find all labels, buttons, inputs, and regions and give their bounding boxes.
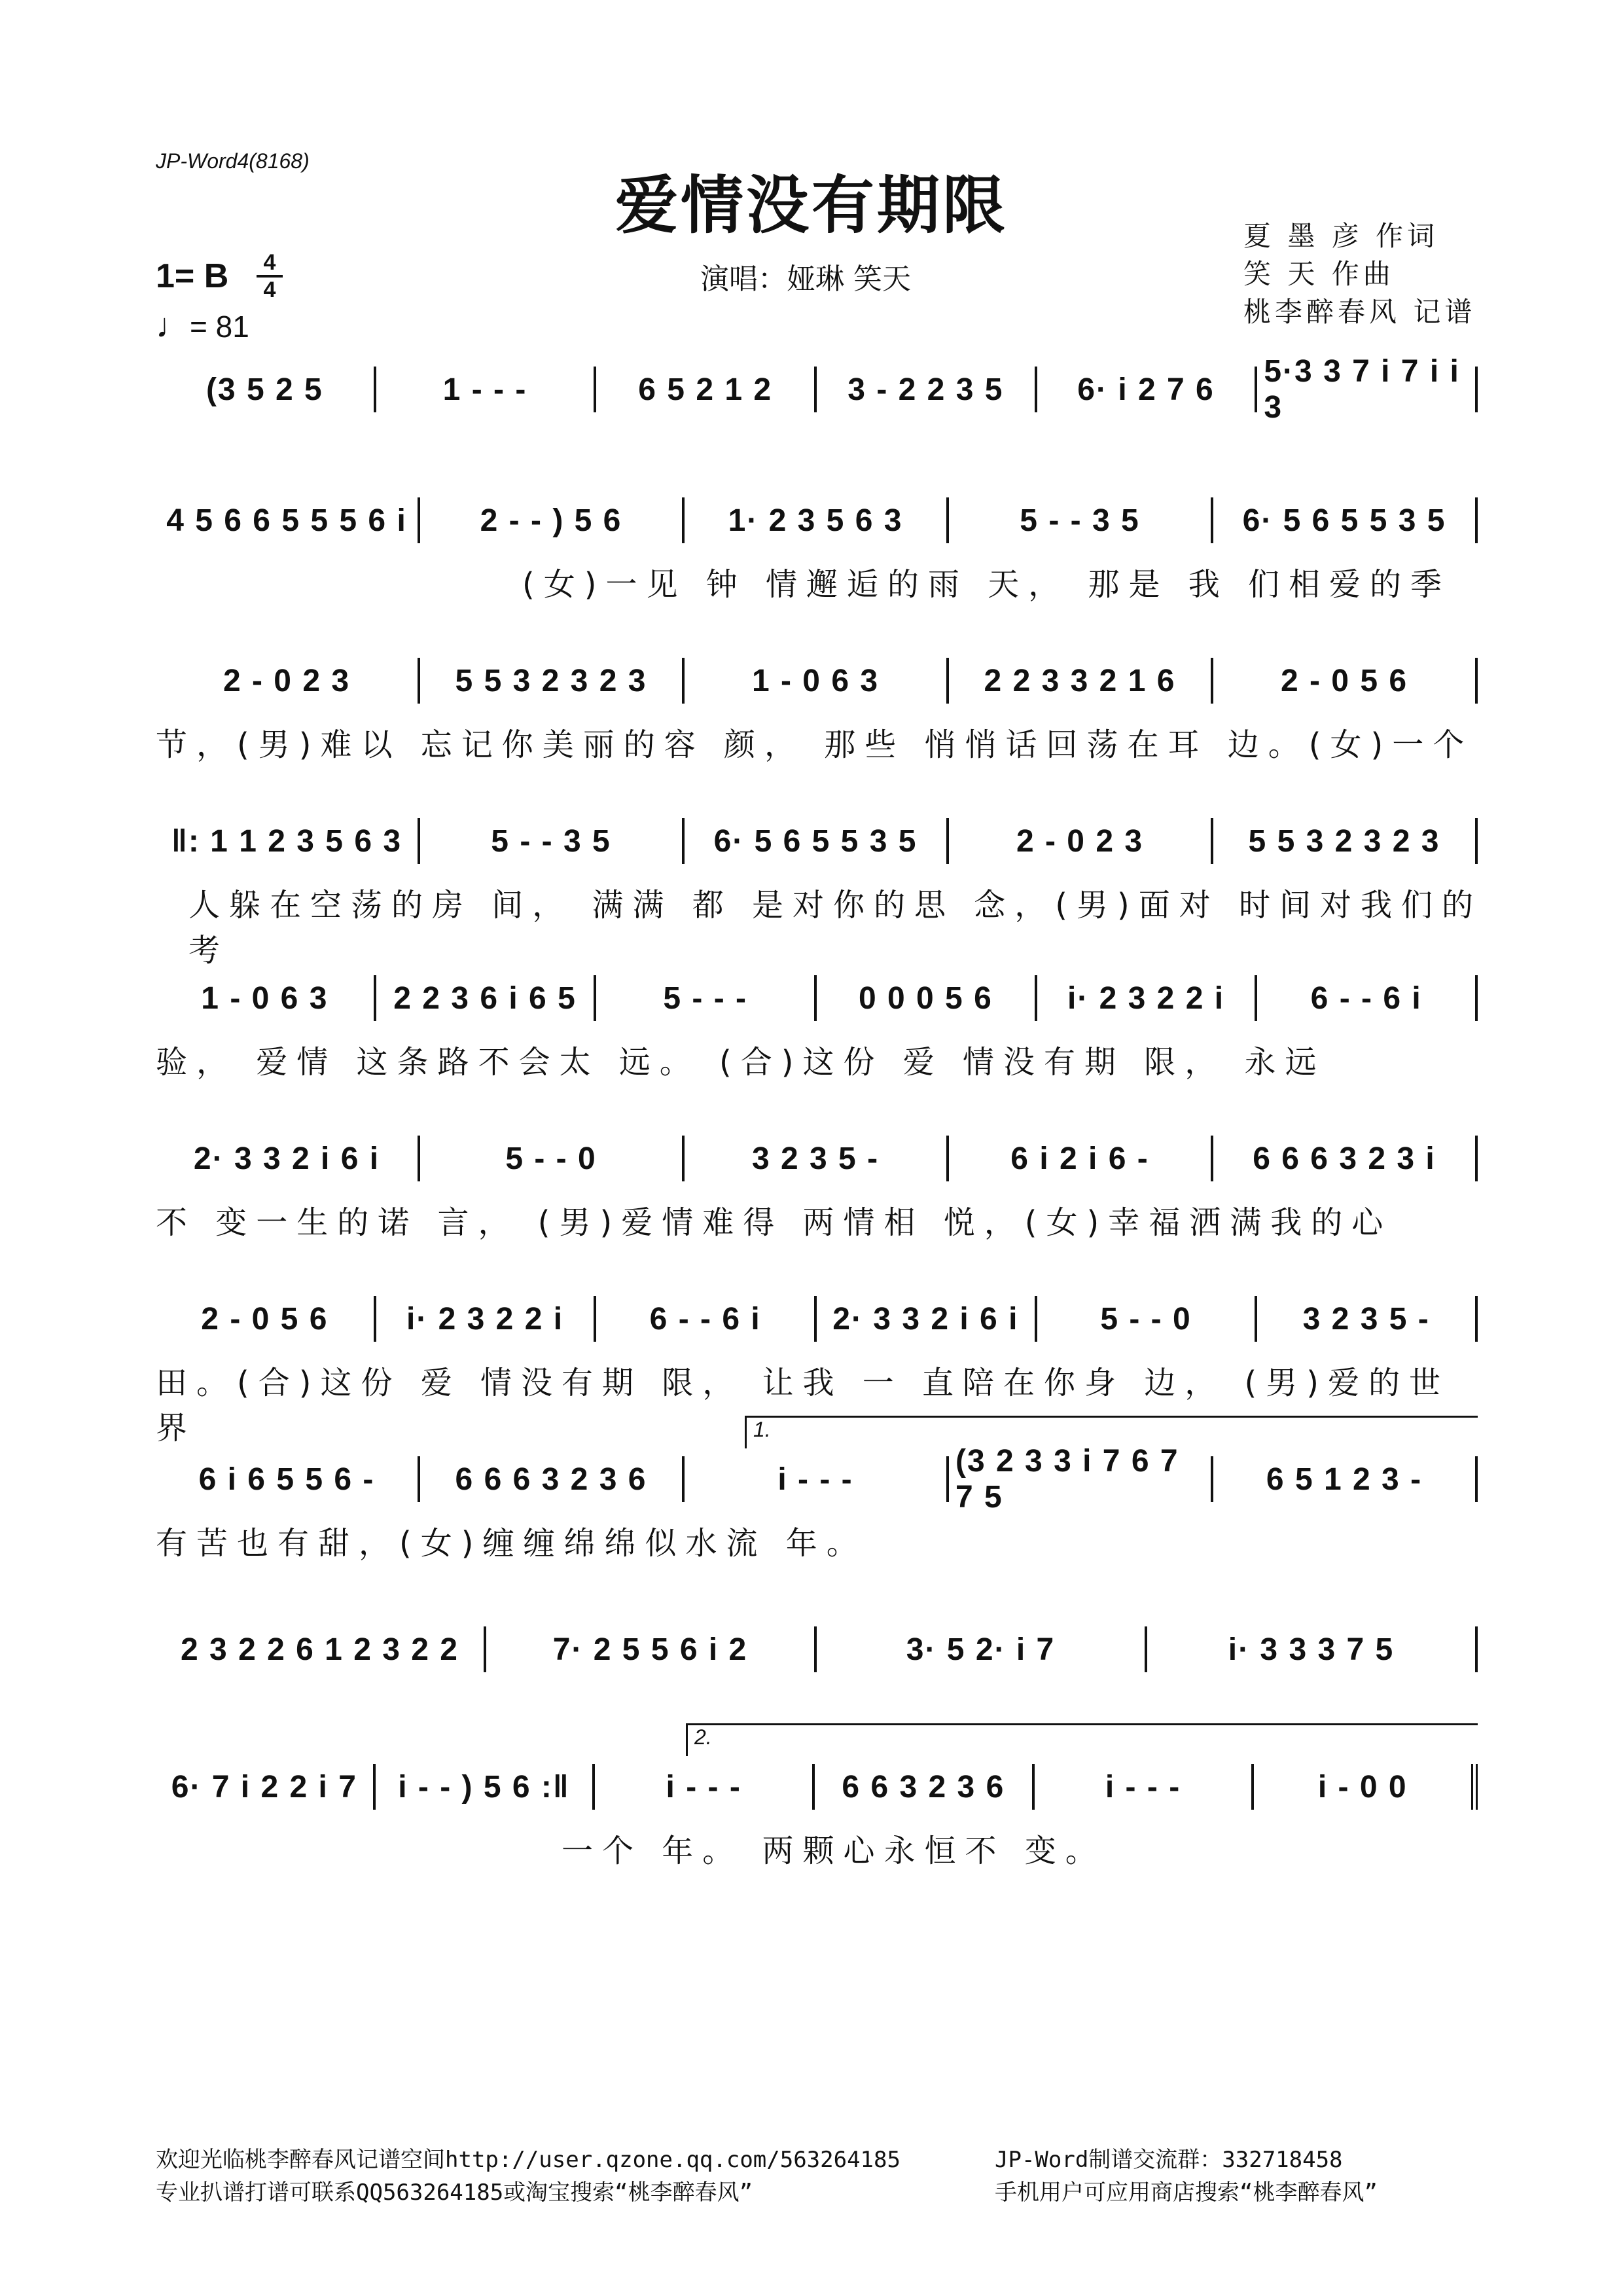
measure: 2 - 0 2 3 xyxy=(156,658,420,704)
measure: 6 6 6 3 2 3 i xyxy=(1213,1136,1478,1181)
volta-bracket: 2. xyxy=(686,1723,1478,1756)
measure: 6 6 3 2 3 6 xyxy=(815,1764,1035,1810)
notation-row xyxy=(156,1444,1478,1515)
measure: (3 5 2 5 xyxy=(156,367,376,412)
volta-bracket: 1. xyxy=(745,1416,1478,1448)
measure: 3 2 3 5 - xyxy=(685,1136,949,1181)
key-signature: 1= B xyxy=(156,257,229,295)
measure: 1 - 0 6 3 xyxy=(685,658,949,704)
footer-group: JP-Word制谱交流群：332718458 xyxy=(995,2147,1343,2173)
notation-row xyxy=(156,1296,1478,1342)
lyrics-line: 田。(合)这份 爱 情没有期 限， 让我 一 直陪在你身 边， (男)爱的世界 xyxy=(156,1365,1450,1446)
measure: (3 2 3 3 i 7 6 7 7 5 xyxy=(949,1456,1213,1502)
measure: 6 i 6 5 5 6 - xyxy=(156,1456,420,1502)
notation-row xyxy=(156,818,1478,864)
measure: i· 2 3 2 2 i xyxy=(376,1296,597,1342)
measure: 2 3 2 2 6 1 2 3 2 2 xyxy=(156,1626,486,1672)
tempo-value: = 81 xyxy=(190,310,249,344)
notation-row xyxy=(156,658,1478,704)
lyrics-line: (女)一见 钟 情邂逅的雨 天， 那是 我 们相爱的季 xyxy=(522,566,1452,603)
notation-row xyxy=(156,497,1478,543)
measure: i· 2 3 2 2 i xyxy=(1037,975,1258,1021)
measure: 1· 2 3 5 6 3 xyxy=(685,497,949,543)
measure: 2· 3 3 2 i 6 i xyxy=(817,1296,1037,1342)
lyrics-line: 不 变一生的诺 言， (男)爱情难得 两情相 悦，(女)幸福洒满我的心 xyxy=(156,1204,1393,1241)
measure: 6 - - 6 i xyxy=(596,1296,817,1342)
software-label: JP-Word4(8168) xyxy=(156,149,310,173)
footer-app: 手机用户可应用商店搜索“桃李醉春风” xyxy=(995,2179,1378,2206)
lyricist-credit: 夏 墨 彦 作词 xyxy=(1243,220,1439,252)
quarter-note-icon: ♩ xyxy=(156,307,190,345)
time-signature xyxy=(257,251,283,301)
lyrics-line: 人躲在空荡的房 间， 满满 都 是对你的思 念，(男)面对 时间对我们的考 xyxy=(188,887,1483,969)
footer-website: 欢迎光临桃李醉春风记谱空间http://user.qzone.qq.com/563264185 xyxy=(156,2147,901,2173)
measure: 6· 5 6 5 5 3 5 xyxy=(1213,497,1478,543)
measure: 3 2 3 5 - xyxy=(1257,1296,1478,1342)
tempo-marking xyxy=(156,306,249,346)
measure: 5 - - - xyxy=(596,975,817,1021)
measure: 5 - - 3 5 xyxy=(949,497,1213,543)
measure: i - 0 0 xyxy=(1254,1764,1478,1810)
measure: ‖: 1 1 2 3 5 6 3 xyxy=(156,818,420,864)
lyrics-line: 一个 年。 两颗心永恒不 变。 xyxy=(562,1833,1106,1869)
footer-contact: 专业扒谱打谱可联系QQ563264185或淘宝搜索“桃李醉春风” xyxy=(156,2179,753,2206)
measure: 6· i 2 7 6 xyxy=(1037,367,1258,412)
transcriber-credit: 桃李醉春风 记谱 xyxy=(1243,296,1476,328)
measure: 1 - - - xyxy=(376,367,597,412)
measure: i - - - xyxy=(685,1456,949,1502)
time-signature-top: 4 xyxy=(263,250,276,275)
measure: 5 - - 0 xyxy=(1037,1296,1258,1342)
lyrics-line: 节，(男)难以 忘记你美丽的容 颜， 那些 悄悄话回荡在耳 边。(女)一个 xyxy=(156,726,1474,763)
measure: i - - ) 5 6 :‖ xyxy=(376,1764,596,1810)
measure: 6 i 2 i 6 - xyxy=(949,1136,1213,1181)
measure: i· 3 3 3 7 5 xyxy=(1147,1626,1478,1672)
singer-credit: 演唱：娅琳 笑天 xyxy=(700,262,911,296)
measure: 2 - 0 5 6 xyxy=(1213,658,1478,704)
measure: i - - - xyxy=(595,1764,815,1810)
measure: 2 2 3 6 i 6 5 xyxy=(376,975,597,1021)
measure: 6 5 2 1 2 xyxy=(596,367,817,412)
measure: 5 5 3 2 3 2 3 xyxy=(1213,818,1478,864)
measure: 4 5 6 6 5 5 5 6 i xyxy=(156,497,420,543)
measure: 6· 7 i 2 2 i 7 xyxy=(156,1764,376,1810)
song-title: 爱情没有期限 xyxy=(615,168,1008,242)
credits-block xyxy=(1243,217,1476,331)
lyrics-line: 有苦也有甜，(女)缠缠绵绵似水流 年。 xyxy=(156,1525,867,1562)
time-signature-bottom: 4 xyxy=(263,278,276,302)
lyrics-line: 验， 爱情 这条路不会太 远。 (合)这份 爱 情没有期 限， 永远 xyxy=(156,1044,1326,1081)
measure: 6 6 6 3 2 3 6 xyxy=(420,1456,685,1502)
measure: 5 - - 3 5 xyxy=(420,818,685,864)
measure: 2 - - ) 5 6 xyxy=(420,497,685,543)
measure: 5 - - 0 xyxy=(420,1136,685,1181)
notation-row xyxy=(156,1136,1478,1181)
measure: 2· 3 3 2 i 6 i xyxy=(156,1136,420,1181)
measure: 5 5 3 2 3 2 3 xyxy=(420,658,685,704)
measure: 3· 5 2· i 7 xyxy=(817,1626,1147,1672)
measure: 7· 2 5 5 6 i 2 xyxy=(486,1626,817,1672)
measure: 5·3 3 7 i 7 i i 3 xyxy=(1257,367,1478,412)
measure: 6 5 1 2 3 - xyxy=(1213,1456,1478,1502)
measure: 2 - 0 2 3 xyxy=(949,818,1213,864)
measure: 6 - - 6 i xyxy=(1257,975,1478,1021)
measure: 6· 5 6 5 5 3 5 xyxy=(685,818,949,864)
measure: 3 - 2 2 3 5 xyxy=(817,367,1037,412)
measure: 2 - 0 5 6 xyxy=(156,1296,376,1342)
measure: 1 - 0 6 3 xyxy=(156,975,376,1021)
measure: i - - - xyxy=(1035,1764,1255,1810)
notation-row xyxy=(156,1626,1478,1672)
notation-row xyxy=(156,975,1478,1021)
composer-credit: 笑 天 作曲 xyxy=(1243,258,1395,290)
measure: 0 0 0 5 6 xyxy=(817,975,1037,1021)
notation-row xyxy=(156,1764,1478,1810)
measure: 2 2 3 3 2 1 6 xyxy=(949,658,1213,704)
notation-row xyxy=(156,354,1478,425)
